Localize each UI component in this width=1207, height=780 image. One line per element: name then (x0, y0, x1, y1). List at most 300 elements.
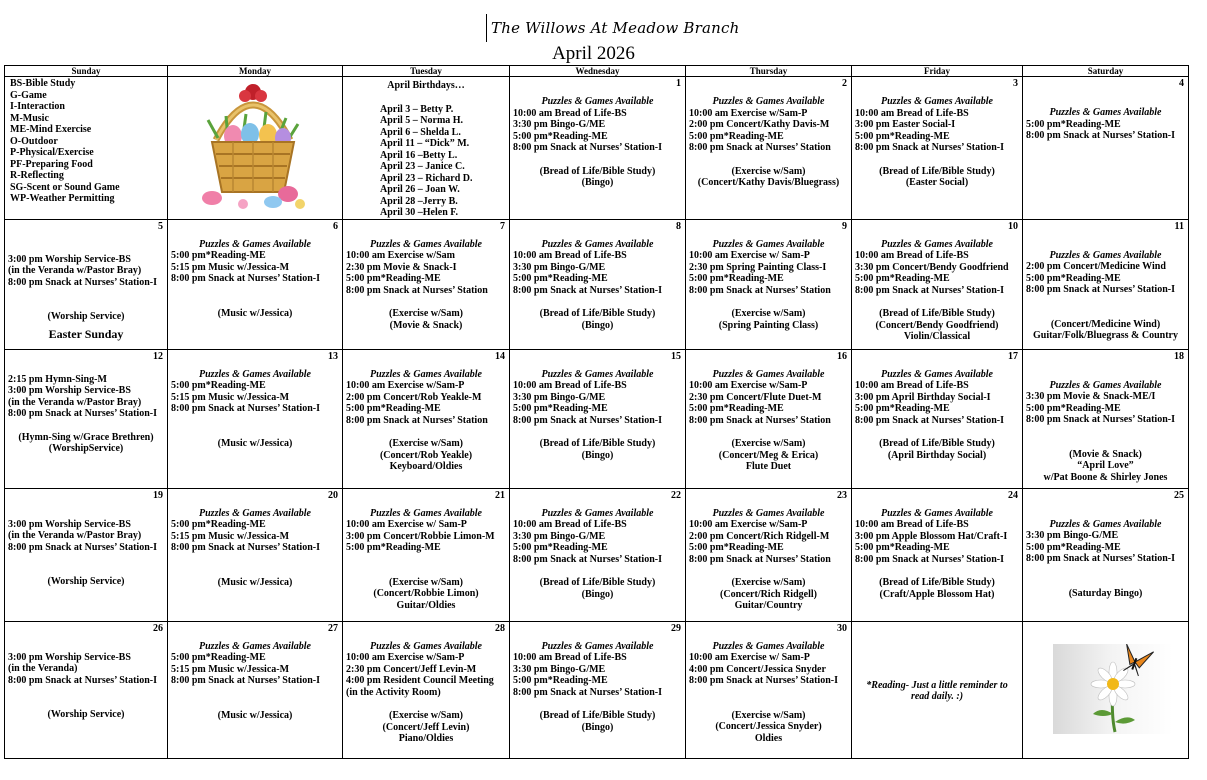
event-line: 5:00 pm*Reading-ME (1026, 118, 1121, 130)
event-line: (in the Veranda w/Pastor Bray) (8, 530, 142, 541)
event-line: 8:00 pm Snack at Nurses’ Station-I (513, 553, 662, 565)
event-line: 5:00 pm*Reading-ME (171, 652, 266, 663)
event-note: (Exercise w/Sam) (731, 308, 806, 319)
day-content (1023, 77, 1188, 142)
event-note: (WorshipService) (48, 443, 124, 454)
calendar-grid (4, 65, 1189, 759)
puzzles-games-label: Puzzles & Games Available (881, 238, 993, 250)
event-note: (Concert/Robbie Limon) (373, 588, 479, 599)
event-line: 5:00 pm*Reading-ME (1026, 272, 1121, 284)
event-note: (Bingo) (581, 721, 614, 733)
day-cell (5, 349, 168, 488)
event-line: 5:00 pm*Reading-ME (513, 542, 608, 553)
day-number: 6 (333, 220, 338, 232)
week-row (5, 219, 1189, 349)
event-line: 10:00 am Exercise w/Sam-P (346, 652, 465, 663)
day-content (510, 622, 685, 734)
day-content (343, 622, 509, 745)
day-number: 22 (671, 489, 681, 501)
event-line: 3:30 pm Concert/Bendy Goodfriend (855, 261, 1009, 273)
event-line: 5:00 pm*Reading-ME (513, 675, 608, 686)
event-note: (April Birthday Social) (887, 449, 987, 461)
weekday-thursday: Thursday (686, 66, 852, 77)
day-content (343, 220, 509, 332)
birthday-item: April 3 – Betty P. (380, 103, 454, 115)
weekday-sunday: Sunday (5, 66, 168, 77)
puzzles-games-label: Puzzles & Games Available (370, 238, 482, 250)
puzzles-games-label: Puzzles & Games Available (370, 368, 482, 380)
legend-cell (5, 77, 168, 220)
event-note: (Craft/Apple Blossom Hat) (879, 588, 995, 600)
event-note: (Bread of Life/Bible Study) (879, 438, 995, 449)
event-line: 8:00 pm Snack at Nurses’ Station-I (8, 674, 157, 686)
puzzles-games-label: Puzzles & Games Available (541, 640, 654, 652)
day-number: 12 (153, 350, 163, 362)
day-cell (5, 621, 168, 758)
legend-item: O-Outdoor (10, 135, 58, 147)
event-line: 3:30 pm Bingo-G/ME (513, 663, 606, 675)
event-note: (Concert/Rich Ridgell) (720, 588, 817, 600)
event-line: 5:15 pm Music w/Jessica-M (171, 663, 290, 675)
event-line: 8:00 pm Snack at Nurses’ Station-I (171, 542, 320, 553)
event-note: (Concert/Jessica Snyder) (715, 721, 822, 732)
event-note: Piano/Oldies (398, 733, 454, 744)
puzzles-games-label: Puzzles & Games Available (712, 96, 825, 107)
day-content (343, 350, 509, 473)
day-content (686, 489, 851, 612)
event-line: 5:00 pm*Reading-ME (1026, 402, 1121, 414)
weekday-tuesday: Tuesday (343, 66, 510, 77)
day-content (5, 489, 167, 588)
day-number: 25 (1174, 489, 1184, 501)
event-line: 10:00 am Exercise w/Sam (346, 250, 455, 261)
event-line: 3:00 pm Worship Service-BS (8, 651, 131, 663)
day-cell (1023, 488, 1189, 621)
puzzles-games-label: Puzzles & Games Available (712, 238, 825, 250)
day-cell (510, 488, 686, 621)
birthday-item: April 11 – “Dick” M. (380, 138, 470, 149)
event-line: 8:00 pm Snack at Nurses’ Station-I (513, 686, 662, 698)
day-cell (343, 488, 510, 621)
event-line: 8:00 pm Snack at Nurses’ Station-I (171, 403, 320, 414)
event-line: 8:00 pm Snack at Nurses’ Station (689, 553, 831, 565)
day-cell (1023, 219, 1189, 349)
legend-item: G-Game (10, 89, 47, 101)
event-line: 10:00 am Bread of Life-BS (513, 107, 627, 119)
day-number: 2 (842, 78, 847, 89)
event-line: 2:15 pm Hymn-Sing-M (8, 373, 107, 385)
event-note: (Movie & Snack) (1069, 448, 1142, 460)
event-line: 8:00 pm Snack at Nurses’ Station-I (8, 408, 157, 419)
event-line: 10:00 am Exercise w/ Sam-P (346, 519, 467, 530)
event-line: 8:00 pm Snack at Nurses’ Station-I (1026, 553, 1175, 564)
day-number: 28 (495, 622, 505, 634)
event-line: 5:00 pm*Reading-ME (513, 130, 608, 142)
event-note: (Exercise w/Sam) (731, 577, 806, 588)
day-content (5, 350, 167, 455)
event-note: (Exercise w/Sam) (389, 576, 463, 588)
puzzles-games-label: Puzzles & Games Available (541, 368, 654, 380)
daisy-butterfly-image (1053, 644, 1173, 734)
event-line: 8:00 pm Snack at Nurses’ Station-I (1026, 130, 1175, 141)
day-cell (168, 349, 343, 488)
day-number: 11 (1174, 220, 1184, 232)
event-note: (Worship Service) (47, 576, 125, 587)
day-content (852, 350, 1022, 462)
puzzles-games-label: Puzzles & Games Available (712, 640, 825, 652)
day-number: 9 (842, 220, 847, 232)
week-row (5, 488, 1189, 621)
birthday-item: April 16 –Betty L. (380, 149, 458, 161)
birthday-item: April 30 –Helen F. (380, 207, 458, 218)
event-line: 3:00 pm Apple Blossom Hat/Craft-I (855, 530, 1008, 542)
day-content (168, 622, 342, 722)
day-cell (343, 621, 510, 758)
day-cell (343, 349, 510, 488)
event-line: 10:00 am Bread of Life-BS (855, 519, 969, 530)
event-note: (Worship Service) (47, 311, 125, 322)
event-line: 5:00 pm*Reading-ME (689, 273, 784, 284)
event-note: (Concert/Rob Yeakle) (379, 449, 473, 461)
day-number: 16 (837, 350, 847, 362)
day-content (1023, 220, 1188, 342)
day-content (686, 77, 851, 189)
day-content (852, 489, 1022, 601)
event-line: 5:15 pm Music w/Jessica-M (171, 391, 290, 403)
event-note: Keyboard/Oldies (389, 461, 463, 472)
event-note: (Easter Social) (905, 177, 969, 188)
event-line: 5:00 pm*Reading-ME (1026, 541, 1121, 553)
day-cell (686, 219, 852, 349)
puzzles-games-label: Puzzles & Games Available (541, 507, 654, 519)
event-line: 2:00 pm Concert/Rich Ridgell-M (689, 530, 830, 542)
event-line: 2:30 pm Spring Painting Class-I (689, 261, 827, 273)
day-cell (686, 77, 852, 220)
day-number: 15 (671, 350, 681, 362)
puzzles-games-label: Puzzles & Games Available (199, 640, 311, 652)
event-line: 10:00 am Bread of Life-BS (855, 250, 969, 261)
event-note: (Exercise w/Sam) (389, 308, 463, 319)
day-content (686, 350, 851, 473)
reading-note: *Reading- Just a little reminder to read daily. :) (866, 679, 1008, 702)
day-cell (686, 621, 852, 758)
day-number: 30 (837, 622, 847, 634)
weekday-friday: Friday (852, 66, 1023, 77)
day-number: 1 (676, 78, 681, 89)
birthday-item: April 5 – Norma H. (380, 115, 464, 126)
puzzles-games-label: Puzzles & Games Available (199, 507, 311, 519)
birthdays-list (343, 80, 509, 219)
event-note: (Bread of Life/Bible Study) (879, 577, 995, 588)
event-line: 4:00 pm Concert/Jessica Snyder (689, 663, 826, 675)
day-cell (686, 488, 852, 621)
month-title: April 2026 (552, 43, 635, 64)
day-number: 8 (676, 220, 681, 232)
event-note: (Music w/Jessica) (217, 709, 293, 721)
day-number: 3 (1013, 78, 1018, 89)
event-line: 2:00 pm Concert/Medicine Wind (1026, 261, 1166, 272)
legend-item: R-Reflecting (10, 170, 64, 181)
legend-item: P-Physical/Exercise (10, 147, 94, 158)
event-line: 3:00 pm Easter Social-I (855, 119, 956, 130)
day-number: 18 (1174, 350, 1184, 362)
day-number: 27 (328, 622, 338, 634)
puzzles-games-label: Puzzles & Games Available (881, 96, 993, 107)
week-row (5, 77, 1189, 220)
day-cell (510, 621, 686, 758)
event-line: 10:00 am Bread of Life-BS (855, 380, 969, 391)
day-content (510, 77, 685, 189)
event-note: (Bread of Life/Bible Study) (539, 308, 656, 319)
event-line: 10:00 am Bread of Life-BS (513, 652, 627, 663)
event-line: 2:30 pm Concert/Jeff Levin-M (346, 663, 477, 675)
event-line: 8:00 pm Snack at Nurses’ Station-I (8, 541, 157, 553)
day-cell (168, 219, 343, 349)
event-line: 5:00 pm*Reading-ME (689, 403, 784, 414)
event-note: (Exercise w/Sam) (389, 438, 463, 449)
puzzles-games-label: Puzzles & Games Available (1049, 107, 1162, 118)
day-cell (343, 219, 510, 349)
event-line: 10:00 am Bread of Life-BS (513, 380, 627, 391)
day-cell (1023, 349, 1189, 488)
event-note: (Exercise w/Sam) (731, 438, 806, 449)
event-note: (Spring Painting Class) (718, 319, 819, 331)
event-line: 8:00 pm Snack at Nurses’ Station-I (855, 414, 1004, 426)
event-line: 8:00 pm Snack at Nurses’ Station (689, 284, 831, 296)
event-line: 8:00 pm Snack at Nurses’ Station-I (689, 675, 838, 686)
event-note: Violin/Classical (903, 331, 971, 342)
event-note: (Bingo) (581, 588, 614, 600)
day-number: 5 (158, 220, 163, 232)
event-note: (Bread of Life/Bible Study) (539, 438, 656, 449)
event-line: 3:30 pm Bingo-G/ME (1026, 530, 1119, 541)
event-line: 5:15 pm Music w/Jessica-M (171, 530, 290, 542)
event-line: 8:00 pm Snack at Nurses’ Station-I (855, 142, 1004, 153)
event-line: (in the Veranda w/Pastor Bray) (8, 396, 142, 408)
event-note: (Concert/Meg & Erica) (718, 449, 819, 461)
event-note: (Bread of Life/Bible Study) (879, 165, 995, 177)
day-cell (510, 219, 686, 349)
event-note: (Saturday Bingo) (1068, 587, 1143, 599)
day-content (852, 77, 1022, 189)
legend-item: PF-Preparing Food (10, 158, 93, 170)
facility-title: The Willows At Meadow Branch (486, 14, 739, 42)
day-cell (168, 621, 343, 758)
day-number: 20 (328, 489, 338, 501)
day-cell (852, 219, 1023, 349)
event-line: 8:00 pm Snack at Nurses’ Station-I (513, 284, 662, 296)
event-line: 5:00 pm*Reading-ME (689, 130, 784, 142)
week-row (5, 349, 1189, 488)
event-note: (Bread of Life/Bible Study) (539, 165, 656, 177)
event-note: (Exercise w/Sam) (731, 165, 806, 177)
puzzles-games-label: Puzzles & Games Available (370, 640, 482, 652)
day-number: 7 (500, 220, 505, 232)
day-content (1023, 350, 1188, 484)
event-line: 5:00 pm*Reading-ME (346, 273, 441, 284)
day-number: 26 (153, 622, 163, 634)
birthday-item: April 26 – Joan W. (380, 184, 460, 195)
birthday-item: April 28 –Jerry B. (380, 195, 458, 207)
day-content (510, 489, 685, 601)
event-line: 10:00 am Exercise w/Sam-P (689, 380, 808, 391)
event-line: 5:00 pm*Reading-ME (855, 273, 950, 284)
birthday-item: April 23 – Janice C. (380, 161, 465, 172)
event-line: 8:00 pm Snack at Nurses’ Station-I (1026, 414, 1175, 425)
day-cell (852, 349, 1023, 488)
event-note: (Exercise w/Sam) (731, 709, 806, 721)
day-cell (852, 488, 1023, 621)
event-note: (Music w/Jessica) (217, 437, 293, 449)
event-note: (Bread of Life/Bible Study) (539, 577, 656, 588)
event-line: 2:00 pm Concert/Rob Yeakle-M (346, 391, 482, 403)
event-line: 5:00 pm*Reading-ME (513, 273, 608, 284)
day-cell (1023, 77, 1189, 220)
day-number: 17 (1008, 350, 1018, 362)
weekday-monday: Monday (168, 66, 343, 77)
event-line: 3:30 pm Bingo-G/ME (513, 391, 606, 403)
event-note: (Exercise w/Sam) (389, 710, 463, 721)
event-line: 8:00 pm Snack at Nurses’ Station (689, 414, 831, 426)
day-content (343, 489, 509, 612)
puzzles-games-label: Puzzles & Games Available (1049, 379, 1162, 391)
birthday-item: April 6 – Shelda L. (380, 126, 461, 138)
day-content (5, 622, 167, 721)
event-line: 5:00 pm*Reading-ME (855, 403, 950, 414)
event-note: (Concert/Bendy Goodfriend) (875, 319, 999, 331)
event-line: 10:00 am Exercise w/ Sam-P (689, 652, 810, 663)
event-line: 4:00 pm Resident Council Meeting (346, 675, 494, 686)
event-note: w/Pat Boone & Shirley Jones (1043, 471, 1168, 483)
day-content (686, 622, 851, 745)
event-line: 3:30 pm Bingo-G/ME (513, 119, 606, 130)
event-line: 8:00 pm Snack at Nurses’ Station (346, 414, 488, 426)
day-content (852, 220, 1022, 343)
event-line: (in the Veranda) (8, 663, 78, 674)
event-line: 3:00 pm Worship Service-BS (8, 385, 131, 396)
day-cell (5, 219, 168, 349)
legend-item: ME-Mind Exercise (10, 124, 92, 135)
event-note: Oldies (754, 732, 783, 744)
event-line: 2:00 pm Concert/Kathy Davis-M (689, 119, 830, 130)
event-line: 8:00 pm Snack at Nurses’ Station (346, 284, 488, 296)
legend-item: WP-Weather Permitting (10, 193, 115, 204)
event-line: 3:30 pm Bingo-G/ME (513, 530, 606, 542)
day-cell (5, 488, 168, 621)
event-line: 5:00 pm*Reading-ME (346, 403, 441, 414)
puzzles-games-label: Puzzles & Games Available (541, 238, 654, 250)
event-note: (Movie & Snack) (389, 319, 463, 331)
event-line: 10:00 am Exercise w/Sam-P (346, 380, 465, 391)
event-line: 2:30 pm Concert/Flute Duet-M (689, 391, 822, 403)
weekday-header-row (5, 66, 1189, 77)
day-number: 29 (671, 622, 681, 634)
event-line: 5:15 pm Music w/Jessica-M (171, 261, 290, 273)
event-line: 8:00 pm Snack at Nurses’ Station-I (513, 414, 662, 426)
event-line: 8:00 pm Snack at Nurses’ Station-I (1026, 284, 1175, 295)
day-number: 23 (837, 489, 847, 501)
event-line: 5:00 pm*Reading-ME (171, 519, 266, 530)
day-cell (168, 488, 343, 621)
puzzles-games-label: Puzzles & Games Available (881, 507, 993, 519)
day-content (168, 350, 342, 450)
puzzles-games-label: Puzzles & Games Available (199, 238, 311, 250)
puzzles-games-label: Puzzles & Games Available (712, 368, 825, 380)
day-content (510, 220, 685, 332)
event-line: 10:00 am Bread of Life-BS (855, 107, 969, 119)
event-note: (Music w/Jessica) (217, 576, 293, 588)
event-line: 3:00 pm Worship Service-BS (8, 253, 131, 265)
event-line: 8:00 pm Snack at Nurses’ Station-I (171, 675, 320, 686)
puzzles-games-label: Puzzles & Games Available (541, 96, 654, 107)
birthdays-title: April Birthdays… (387, 80, 465, 91)
legend-item: I-Interaction (10, 101, 65, 112)
day-cell (686, 349, 852, 488)
event-line: 5:00 pm*Reading-ME (513, 403, 608, 414)
weekday-saturday: Saturday (1023, 66, 1189, 77)
butterfly-cell (1023, 621, 1189, 758)
day-number: 10 (1008, 220, 1018, 232)
event-note: Guitar/Folk/Bluegrass & Country (1032, 330, 1178, 341)
event-line: 5:00 pm*Reading-ME (855, 130, 950, 142)
event-line: 8:00 pm Snack at Nurses’ Station-I (855, 553, 1004, 565)
event-note: Guitar/Oldies (396, 599, 456, 611)
puzzles-games-label: Puzzles & Games Available (881, 368, 993, 380)
week-row (5, 621, 1189, 758)
reading-note-cell (852, 621, 1023, 758)
event-line: 5:00 pm*Reading-ME (171, 250, 266, 261)
day-content (510, 350, 685, 462)
easter-basket-cell (168, 77, 343, 220)
day-content (686, 220, 851, 332)
event-line: 8:00 pm Snack at Nurses’ Station-I (855, 284, 1004, 296)
activity-legend (5, 77, 167, 206)
day-cell (510, 349, 686, 488)
event-line: 8:00 pm Snack at Nurses’ Station-I (171, 273, 320, 284)
event-line: 8:00 pm Snack at Nurses’ Station-I (513, 142, 662, 153)
event-note: (Bingo) (581, 449, 614, 461)
day-content (168, 220, 342, 320)
event-line: 10:00 am Exercise w/Sam-P (689, 107, 808, 119)
day-content (5, 220, 167, 341)
event-line: 8:00 pm Snack at Nurses’ Station (689, 142, 831, 153)
event-line: 5:00 pm*Reading-ME (855, 542, 950, 553)
event-note: (Concert/Jeff Levin) (382, 721, 470, 733)
event-line: 10:00 am Exercise w/Sam-P (689, 519, 808, 530)
puzzles-games-label: Puzzles & Games Available (199, 368, 311, 380)
event-note: Guitar/Country (734, 600, 803, 611)
event-line: 3:00 pm Worship Service-BS (8, 518, 131, 530)
event-line: 3:00 pm Concert/Robbie Limon-M (346, 530, 495, 542)
event-note: (Bread of Life/Bible Study) (539, 710, 656, 721)
event-line: 10:00 am Bread of Life-BS (513, 519, 627, 530)
day-number: 4 (1179, 78, 1184, 89)
event-note: (Bingo) (581, 177, 614, 188)
puzzles-games-label: Puzzles & Games Available (370, 507, 482, 519)
day-number: 21 (495, 489, 505, 501)
day-number: 19 (153, 489, 163, 501)
birthdays-cell (343, 77, 510, 220)
day-number: 13 (328, 350, 338, 362)
event-note: (Bingo) (581, 319, 614, 331)
event-note: (Concert/Kathy Davis/Bluegrass) (697, 177, 840, 188)
day-content (168, 489, 342, 589)
event-line: (in the Veranda w/Pastor Bray) (8, 265, 142, 276)
event-line: 5:00 pm*Reading-ME (171, 380, 266, 391)
weekday-wednesday: Wednesday (510, 66, 686, 77)
event-line: 5:00 pm*Reading-ME (346, 542, 441, 553)
event-note: (Bread of Life/Bible Study) (879, 308, 995, 319)
